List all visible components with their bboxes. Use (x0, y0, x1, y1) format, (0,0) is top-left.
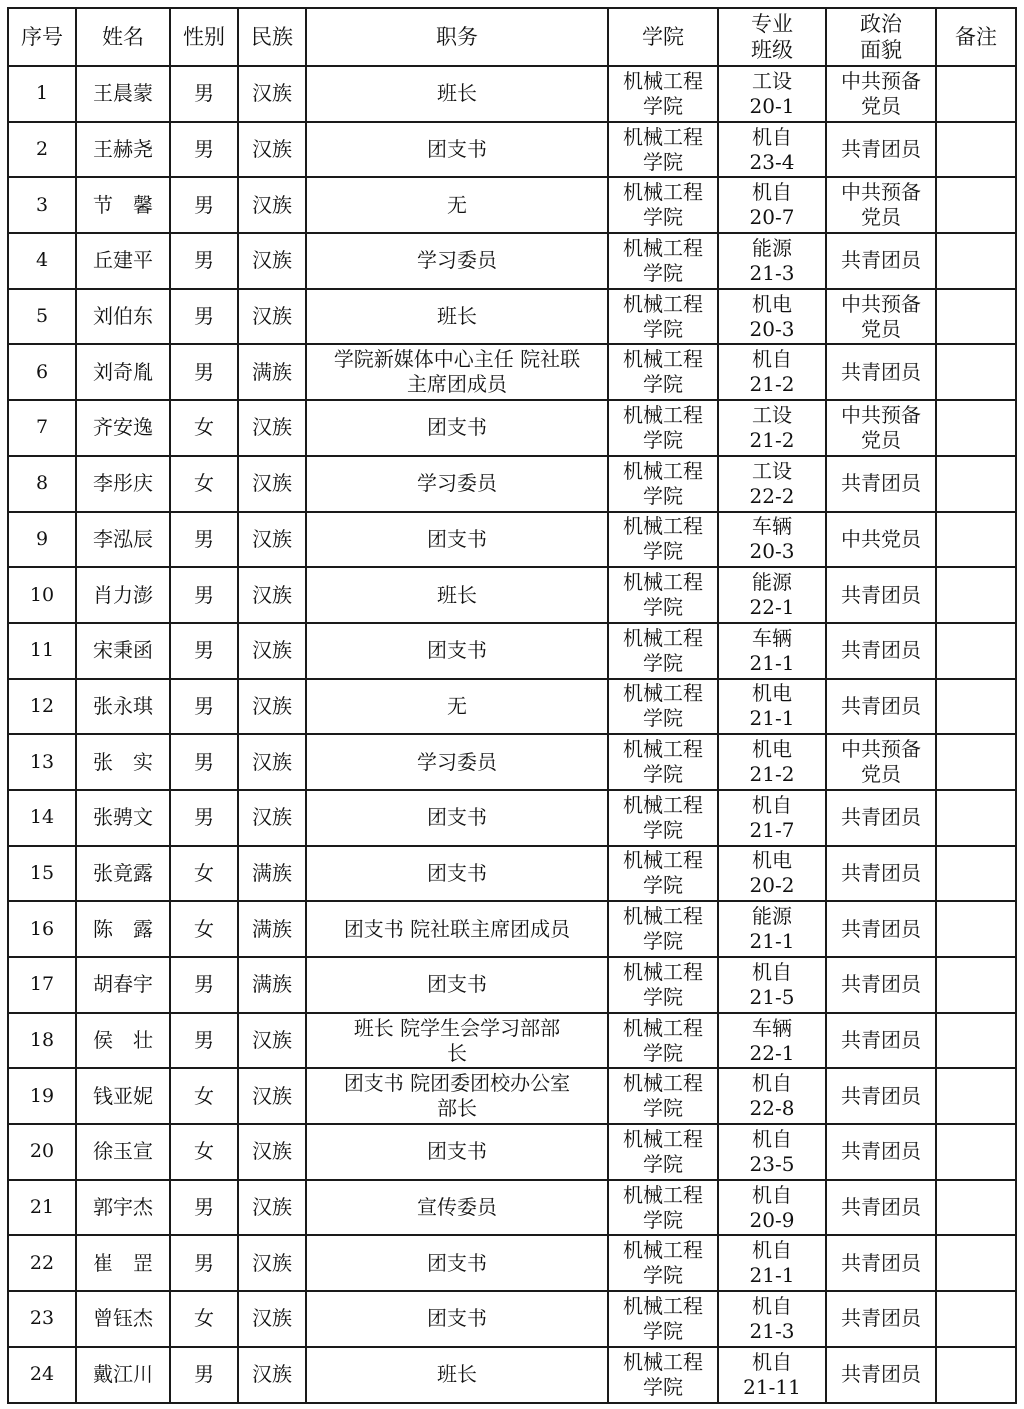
table-row (8, 233, 1016, 289)
cell-political-status: 共青团员 (826, 846, 936, 902)
cell-political-status: 共青团员 (826, 567, 936, 623)
cell-political-status: 共青团员 (826, 1124, 936, 1180)
header-political-status: 政治 面貌 (826, 8, 936, 66)
cell-position: 学习委员 (306, 233, 608, 289)
cell-name: 胡春宇 (76, 957, 170, 1013)
cell-remarks (936, 344, 1016, 400)
cell-major-class: 机电 20-2 (718, 846, 826, 902)
table-row (8, 1235, 1016, 1291)
cell-gender: 男 (170, 790, 238, 846)
cell-college: 机械工程 学院 (608, 846, 718, 902)
header-seq: 序号 (8, 8, 76, 66)
cell-college: 机械工程 学院 (608, 512, 718, 568)
cell-major-class: 工设 20-1 (718, 66, 826, 122)
cell-major-class: 机自 20-9 (718, 1180, 826, 1236)
cell-name: 张 实 (76, 734, 170, 790)
header-row (8, 8, 1016, 66)
header-major-class: 专业 班级 (718, 8, 826, 66)
cell-ethnicity: 汉族 (238, 567, 306, 623)
cell-seq: 11 (8, 623, 76, 679)
cell-major-class: 车辆 20-3 (718, 512, 826, 568)
cell-political-status: 共青团员 (826, 790, 936, 846)
cell-college: 机械工程 学院 (608, 679, 718, 735)
cell-seq: 24 (8, 1347, 76, 1403)
cell-name: 徐玉宣 (76, 1124, 170, 1180)
cell-remarks (936, 623, 1016, 679)
cell-major-class: 工设 22-2 (718, 456, 826, 512)
cell-seq: 14 (8, 790, 76, 846)
cell-remarks (936, 1347, 1016, 1403)
cell-seq: 22 (8, 1235, 76, 1291)
table-row (8, 957, 1016, 1013)
cell-ethnicity: 汉族 (238, 790, 306, 846)
cell-college: 机械工程 学院 (608, 344, 718, 400)
cell-name: 侯 壮 (76, 1013, 170, 1069)
cell-political-status: 中共预备 党员 (826, 66, 936, 122)
cell-major-class: 机电 21-1 (718, 679, 826, 735)
cell-political-status: 共青团员 (826, 1068, 936, 1124)
cell-major-class: 机自 21-5 (718, 957, 826, 1013)
cell-remarks (936, 1124, 1016, 1180)
table-row (8, 1068, 1016, 1124)
cell-name: 戴江川 (76, 1347, 170, 1403)
cell-seq: 15 (8, 846, 76, 902)
table-row (8, 679, 1016, 735)
cell-name: 崔 罡 (76, 1235, 170, 1291)
cell-seq: 7 (8, 400, 76, 456)
cell-position: 班长 (306, 567, 608, 623)
cell-position: 学院新媒体中心主任 院社联 主席团成员 (306, 344, 608, 400)
cell-seq: 5 (8, 289, 76, 345)
table-row (8, 289, 1016, 345)
cell-gender: 男 (170, 66, 238, 122)
cell-name: 张骋文 (76, 790, 170, 846)
cell-seq: 18 (8, 1013, 76, 1069)
header-college: 学院 (608, 8, 718, 66)
cell-name: 丘建平 (76, 233, 170, 289)
cell-gender: 女 (170, 846, 238, 902)
cell-college: 机械工程 学院 (608, 1068, 718, 1124)
cell-name: 曾钰杰 (76, 1291, 170, 1347)
cell-position: 团支书 (306, 623, 608, 679)
cell-remarks (936, 901, 1016, 957)
cell-major-class: 机自 21-7 (718, 790, 826, 846)
cell-college: 机械工程 学院 (608, 790, 718, 846)
cell-political-status: 共青团员 (826, 122, 936, 178)
cell-seq: 12 (8, 679, 76, 735)
cell-political-status: 中共预备 党员 (826, 289, 936, 345)
cell-remarks (936, 1291, 1016, 1347)
table-row (8, 344, 1016, 400)
header-ethnicity: 民族 (238, 8, 306, 66)
cell-major-class: 机自 21-11 (718, 1347, 826, 1403)
header-position: 职务 (306, 8, 608, 66)
cell-seq: 9 (8, 512, 76, 568)
cell-gender: 男 (170, 1347, 238, 1403)
cell-remarks (936, 177, 1016, 233)
cell-seq: 6 (8, 344, 76, 400)
cell-gender: 男 (170, 957, 238, 1013)
table-row (8, 400, 1016, 456)
cell-political-status: 共青团员 (826, 456, 936, 512)
table-row (8, 66, 1016, 122)
cell-remarks (936, 846, 1016, 902)
cell-ethnicity: 汉族 (238, 122, 306, 178)
cell-name: 陈 露 (76, 901, 170, 957)
cell-seq: 1 (8, 66, 76, 122)
cell-major-class: 能源 22-1 (718, 567, 826, 623)
cell-seq: 10 (8, 567, 76, 623)
cell-remarks (936, 289, 1016, 345)
cell-remarks (936, 66, 1016, 122)
cell-gender: 男 (170, 289, 238, 345)
cell-remarks (936, 456, 1016, 512)
table-row (8, 901, 1016, 957)
cell-political-status: 中共预备 党员 (826, 400, 936, 456)
cell-ethnicity: 汉族 (238, 177, 306, 233)
cell-gender: 女 (170, 901, 238, 957)
table-row (8, 1347, 1016, 1403)
cell-political-status: 共青团员 (826, 679, 936, 735)
header-gender: 性别 (170, 8, 238, 66)
cell-position: 班长 (306, 1347, 608, 1403)
cell-political-status: 共青团员 (826, 901, 936, 957)
cell-political-status: 中共预备 党员 (826, 734, 936, 790)
cell-seq: 17 (8, 957, 76, 1013)
cell-college: 机械工程 学院 (608, 1124, 718, 1180)
cell-political-status: 中共党员 (826, 512, 936, 568)
cell-political-status: 共青团员 (826, 1235, 936, 1291)
cell-ethnicity: 汉族 (238, 512, 306, 568)
cell-name: 钱亚妮 (76, 1068, 170, 1124)
cell-remarks (936, 567, 1016, 623)
cell-political-status: 共青团员 (826, 1347, 936, 1403)
cell-name: 刘奇胤 (76, 344, 170, 400)
cell-position: 学习委员 (306, 456, 608, 512)
cell-gender: 男 (170, 1235, 238, 1291)
cell-major-class: 工设 21-2 (718, 400, 826, 456)
cell-gender: 女 (170, 1291, 238, 1347)
cell-name: 齐安逸 (76, 400, 170, 456)
cell-name: 张竟露 (76, 846, 170, 902)
cell-position: 团支书 (306, 512, 608, 568)
cell-college: 机械工程 学院 (608, 289, 718, 345)
cell-seq: 23 (8, 1291, 76, 1347)
cell-college: 机械工程 学院 (608, 177, 718, 233)
cell-remarks (936, 790, 1016, 846)
cell-position: 班长 (306, 289, 608, 345)
cell-college: 机械工程 学院 (608, 456, 718, 512)
cell-college: 机械工程 学院 (608, 1291, 718, 1347)
cell-political-status: 共青团员 (826, 623, 936, 679)
cell-college: 机械工程 学院 (608, 400, 718, 456)
cell-seq: 20 (8, 1124, 76, 1180)
cell-major-class: 车辆 22-1 (718, 1013, 826, 1069)
table-row (8, 567, 1016, 623)
cell-position: 团支书 (306, 846, 608, 902)
cell-major-class: 机自 21-2 (718, 344, 826, 400)
cell-seq: 4 (8, 233, 76, 289)
cell-gender: 男 (170, 1180, 238, 1236)
table-row (8, 1013, 1016, 1069)
cell-major-class: 能源 21-1 (718, 901, 826, 957)
cell-position: 团支书 (306, 790, 608, 846)
table-row (8, 1291, 1016, 1347)
cell-political-status: 共青团员 (826, 344, 936, 400)
cell-college: 机械工程 学院 (608, 1347, 718, 1403)
cell-name: 王赫尧 (76, 122, 170, 178)
cell-political-status: 共青团员 (826, 1291, 936, 1347)
cell-ethnicity: 汉族 (238, 1013, 306, 1069)
cell-ethnicity: 汉族 (238, 623, 306, 679)
cell-gender: 男 (170, 567, 238, 623)
cell-name: 刘伯东 (76, 289, 170, 345)
cell-position: 团支书 院团委团校办公室 部长 (306, 1068, 608, 1124)
table-row (8, 177, 1016, 233)
cell-college: 机械工程 学院 (608, 957, 718, 1013)
cell-ethnicity: 汉族 (238, 1235, 306, 1291)
cell-ethnicity: 汉族 (238, 1180, 306, 1236)
cell-major-class: 能源 21-3 (718, 233, 826, 289)
cell-ethnicity: 汉族 (238, 400, 306, 456)
cell-major-class: 车辆 21-1 (718, 623, 826, 679)
cell-remarks (936, 512, 1016, 568)
table-row (8, 734, 1016, 790)
cell-ethnicity: 汉族 (238, 66, 306, 122)
cell-ethnicity: 汉族 (238, 734, 306, 790)
cell-gender: 男 (170, 122, 238, 178)
cell-remarks (936, 1180, 1016, 1236)
cell-gender: 女 (170, 400, 238, 456)
cell-major-class: 机自 22-8 (718, 1068, 826, 1124)
cell-ethnicity: 汉族 (238, 1068, 306, 1124)
cell-name: 郭宇杰 (76, 1180, 170, 1236)
cell-gender: 男 (170, 344, 238, 400)
cell-ethnicity: 满族 (238, 901, 306, 957)
cell-position: 无 (306, 679, 608, 735)
cell-major-class: 机自 21-1 (718, 1235, 826, 1291)
cell-remarks (936, 233, 1016, 289)
cell-remarks (936, 1013, 1016, 1069)
cell-remarks (936, 400, 1016, 456)
table-row (8, 790, 1016, 846)
cell-ethnicity: 汉族 (238, 679, 306, 735)
table-row (8, 623, 1016, 679)
cell-position: 班长 院学生会学习部部 长 (306, 1013, 608, 1069)
cell-political-status: 共青团员 (826, 1013, 936, 1069)
cell-name: 张永琪 (76, 679, 170, 735)
cell-position: 学习委员 (306, 734, 608, 790)
cell-position: 团支书 院社联主席团成员 (306, 901, 608, 957)
cell-major-class: 机自 23-5 (718, 1124, 826, 1180)
cell-ethnicity: 汉族 (238, 456, 306, 512)
cell-name: 肖力澎 (76, 567, 170, 623)
cell-position: 班长 (306, 66, 608, 122)
cell-name: 王晨蒙 (76, 66, 170, 122)
cell-major-class: 机自 21-3 (718, 1291, 826, 1347)
cell-name: 李彤庆 (76, 456, 170, 512)
cell-gender: 女 (170, 1068, 238, 1124)
cell-college: 机械工程 学院 (608, 1013, 718, 1069)
cell-gender: 男 (170, 679, 238, 735)
cell-gender: 女 (170, 456, 238, 512)
cell-seq: 8 (8, 456, 76, 512)
cell-position: 团支书 (306, 1235, 608, 1291)
cell-political-status: 共青团员 (826, 957, 936, 1013)
cell-major-class: 机自 23-4 (718, 122, 826, 178)
cell-remarks (936, 1068, 1016, 1124)
cell-seq: 19 (8, 1068, 76, 1124)
cell-college: 机械工程 学院 (608, 901, 718, 957)
cell-political-status: 中共预备 党员 (826, 177, 936, 233)
cell-position: 宣传委员 (306, 1180, 608, 1236)
cell-political-status: 共青团员 (826, 233, 936, 289)
cell-ethnicity: 汉族 (238, 1291, 306, 1347)
cell-ethnicity: 汉族 (238, 1124, 306, 1180)
table-row (8, 512, 1016, 568)
cell-college: 机械工程 学院 (608, 734, 718, 790)
cell-college: 机械工程 学院 (608, 66, 718, 122)
cell-gender: 男 (170, 623, 238, 679)
cell-seq: 2 (8, 122, 76, 178)
cell-ethnicity: 汉族 (238, 1347, 306, 1403)
table-row (8, 122, 1016, 178)
cell-position: 团支书 (306, 400, 608, 456)
cell-remarks (936, 734, 1016, 790)
cell-ethnicity: 满族 (238, 846, 306, 902)
cell-remarks (936, 122, 1016, 178)
table-row (8, 1180, 1016, 1236)
header-remarks: 备注 (936, 8, 1016, 66)
cell-seq: 13 (8, 734, 76, 790)
cell-gender: 男 (170, 512, 238, 568)
table-row (8, 846, 1016, 902)
cell-position: 团支书 (306, 1291, 608, 1347)
cell-gender: 男 (170, 177, 238, 233)
cell-college: 机械工程 学院 (608, 1180, 718, 1236)
cell-college: 机械工程 学院 (608, 623, 718, 679)
cell-college: 机械工程 学院 (608, 233, 718, 289)
cell-ethnicity: 汉族 (238, 289, 306, 345)
cell-position: 团支书 (306, 1124, 608, 1180)
cell-major-class: 机电 20-3 (718, 289, 826, 345)
cell-seq: 21 (8, 1180, 76, 1236)
cell-ethnicity: 满族 (238, 344, 306, 400)
roster-table (7, 7, 1017, 1404)
cell-college: 机械工程 学院 (608, 567, 718, 623)
cell-major-class: 机电 21-2 (718, 734, 826, 790)
cell-ethnicity: 满族 (238, 957, 306, 1013)
cell-remarks (936, 957, 1016, 1013)
table-row (8, 456, 1016, 512)
cell-ethnicity: 汉族 (238, 233, 306, 289)
cell-political-status: 共青团员 (826, 1180, 936, 1236)
cell-seq: 16 (8, 901, 76, 957)
cell-gender: 男 (170, 1013, 238, 1069)
cell-remarks (936, 679, 1016, 735)
cell-position: 团支书 (306, 122, 608, 178)
cell-seq: 3 (8, 177, 76, 233)
cell-name: 节 馨 (76, 177, 170, 233)
table-body (8, 66, 1016, 1403)
cell-gender: 男 (170, 734, 238, 790)
cell-remarks (936, 1235, 1016, 1291)
cell-position: 团支书 (306, 957, 608, 1013)
cell-name: 李泓辰 (76, 512, 170, 568)
cell-gender: 女 (170, 1124, 238, 1180)
cell-major-class: 机自 20-7 (718, 177, 826, 233)
cell-name: 宋秉函 (76, 623, 170, 679)
header-name: 姓名 (76, 8, 170, 66)
cell-college: 机械工程 学院 (608, 1235, 718, 1291)
cell-position: 无 (306, 177, 608, 233)
table-row (8, 1124, 1016, 1180)
cell-gender: 男 (170, 233, 238, 289)
cell-college: 机械工程 学院 (608, 122, 718, 178)
